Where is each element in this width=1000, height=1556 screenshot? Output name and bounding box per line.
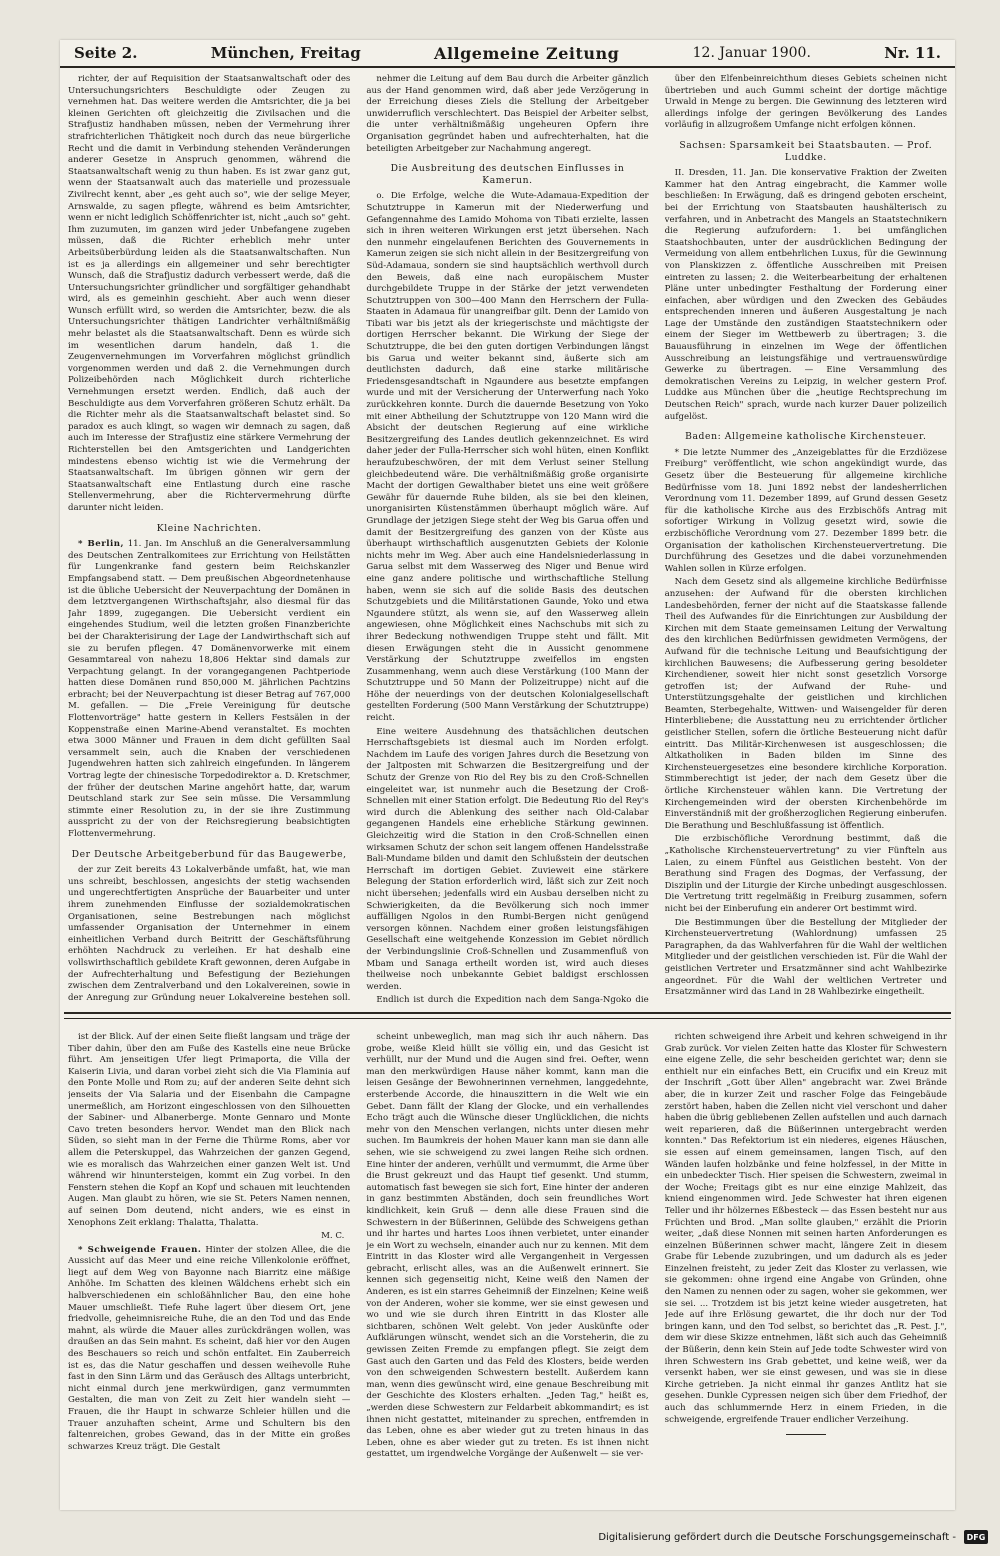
- article-body: 11. Jan. Im Anschluß an die Generalversammlung des Deutschen Zentralkomitees zur Errichtung von Heilstätten für Lungenkranke fand gestern beim Reichskanzler Empfangsabend statt. — Dem preußischen Abgeordnetenhause ist die übliche Uebersicht der Neuverpachtung der Domänen in dem letztvergangenen Wirthschaftsjahr, also diesmal für das Jahr 1899, zugegangen. Die Uebersicht verdient ein eingehendes Studium, weil die letzten großen Finanzberichte bei der Charakterisirung der Lage der Landwirthschaft sich auf sie zu berufen pflegen. 47 Domänenvorwerke mit einem Gesammtareal von nahezu 18,806 Hektar sind damals zur Verpachtung gelangt. In der vorangegangenen Pachtperiode hatten diese Domänen rund 850,000 M. jährlichen Pachtzins erbracht; bei der Neuverpachtung ist dieser Betrag auf 767,000 M. gefallen. — Die „Freie Vereinigung für deutsche Flottenvorträge" hatte gestern in Kellers Festsälen in der Koppenstraße einen Marine-Abend veranstaltet. Es mochten etwa 3000 Männer und Frauen in dem dicht gefüllten Saal versammelt sein, auch die Knaben der verschiedenen Jugendwehren hatten sich zahlreich eingefunden. In längerem Vortrag legte der chinesische Torpedodirektor a. D. Kretschmer, der früher der deutschen Marine angehört hatte, dar, warum Deutschland stark zur See sein müsse. Die Versammlung stimmte einer Resolution zu, in der sie ihre Zustimmung ausspricht zu der von der Reichsregierung beabsichtigten Flottenvermehrung.: [68, 539, 351, 839]
- article-text: scheint unbeweglich, man mag sich ihr auch nähern. Das grobe, weiße Kleid hüllt sie völlig ein, und das Gesicht ist verhüllt, nur der Mund und die Augen sind frei. Oefter, wenn man den merkwürdigen Hause näher kommt, kann man die leisen Gesänge der Bewohnerinnen vernehmen, langgedehnte, ersterbende Accorde, die hinauszittern in die Welt wie ein Gebet. Dann fällt der Klang der Glocke, und ein verhallendes Echo trägt auch die Wünsche dieser Unglücklichen, die nichts mehr von den Menschen verlangen, nichts unter diesen mehr suchen. Im Baumkreis der hohen Mauer kann man sie dann alle sehen, wie sie schweigend zu zwei langen Reihe sich ordnen. Eine hinter der anderen, verhüllt und vermummt, die Arme über die Brust gekreuzt und das Haupt tief gesenkt. Und stumm, automatisch fast bewegen sie sich fort, Eine hinter der anderen in ganz bestimmten Abständen, doch sein freundliches Wort kindlichkeit, kein Gruß — denn alle diese Frauen sind die Schwestern in der Büßerinnen, Gelübde des Schweigens gethan und ihr hartes und hartes Loos ihnen verbietet, unter einander je ein Wort zu wechseln, einander auch nur zu kennen. Mit dem Eintritt in das Kloster wird alle Vergangenheit in Vergessen gebracht, erlischt alles, was an die Außenwelt erinnert. Sie kennen sich gegenseitig nicht, Keine weiß den Namen der Anderen, es ist ein starres Geheimniß der Einzelnen; Keine weiß von der Anderen, woher sie komme, wer sie einst gewesen und wo und wie sie durch ihren Eintritt in das Kloster alle sichtbaren, schönen Welt gelebt. Von jeder Auskünfte oder Aufklärungen wünscht, wendet sich an die Vorsteherin, die zu gewissen Zeiten Fremde zu empfangen pflegt. Sie zeigt dem Gast auch den Garten und das Feld des Klosters, beide werden von den schweigenden Schwestern bestellt. Außerdem kann man, wenn dies gewünscht wird, eine genaue Beschreibung mit der Geschichte des Klosters erhalten. „Jeden Tag," heißt es, „werden diese Schwestern zur Feldarbeit abkommandirt; es ist ihnen nicht gestattet, miteinander zu sprechen, entfremden in das Leben, ohne es aber wieder gut zu treten hinaus in das Leben, ohne es aber wieder gut zu treten. Es ist ihnen nicht gestattet, um irgendwelche Vorgänge der Außenwelt — sie ver-: [366, 1032, 649, 1460]
- newspaper-title: Allgemeine Zeitung: [434, 43, 620, 63]
- column-3: [665, 74, 947, 1004]
- article-heading: Der Deutsche Arbeitgeberbund für das Baugewerbe,: [71, 848, 347, 860]
- article-heading: Sachsen: Sparsamkeit bei Staatsbauten. — Prof. Luddke.: [679, 139, 933, 163]
- feuilleton-divider: [64, 1010, 951, 1024]
- article-text: richten schweigend ihre Arbeit und kehren schweigend in ihr Grab zurück. Vor vielen Zeiten hatte das Kloster für Schwestern eine eigene Zelle, die sehr bescheiden gerichtet war; denn sie enthielt nur ein einfaches Bett, ein Crucifix und ein Kreuz mit der Inschrift „Gott über Allen" angebracht war. Zwei Brände aber, die in kurzer Zeit und rascher Folge das Feingebäude zerstört haben, haben die Zellen nicht viel verschont und daher haben die übrig gebliebenen Zellen aufstellen und auch darnach weit reparieren, daß die Büßerinnen untergebracht werden konnten." Das Refektorium ist ein niederes, eigenes Häuschen, sie essen auf einem gemeinsamen, langen Tisch, auf den Wänden laufen holzbänke und feine holzfessel, in der Mitte in ein unbedeckter Tisch. Hier speisen die Schwestern, zweimal in der Woche; Freitags gibt es nur eine einzige Mahlzeit, das kniend eingenommen wird. Jede Schwester hat ihren eigenen Teller und ihr hölzernes Eßbesteck — das Essen besteht nur aus Früchten und Brod. „Man sollte glauben," erzählt die Priorin weiter, „daß diese Nonnen mit seinen harten Anforderungen es einzelnen Büßerinnen schwer macht, längere Zeit in diesem Grabe für Lebende zuzubringen, und um dadurch als es jeder Einzelnen freisteht, zu jeder Zeit das Kloster zu verlassen, wie sie gekommen: ohne irgend eine Angabe von Gründen, ohne den Namen zu nennen oder zu sagen, woher sie gekommen, wer sie sei. ... Trotzdem ist bis jetzt keine wieder ausgetreten, hat Jede auf ihre Erlösung gewartet, die ihr doch nur der Tod bringen kann, und den Tod selbst, so berichtet das „R. Pest. J.", dem wir diese Skizze entnehmen, läßt sich auch das Geheimniß der Büßerin, denn kein Stein auf Jede todte Schwester wird von ihren Schwestern ins Grab gebettet, und keine weiß, wer da versenkt haben, wer sie einst gewesen, und was sie in diese Kirche getrieben. Ja nicht einmal ihr ganzes Antlitz hat sie gesehen. Dunkle Cypressen neigen sich über dem Friedhof, der auch das schlummernde Herz in einem Frieden, in die schweigende, ergreifende Trauer endlicher Verzeihung.: [664, 1032, 947, 1425]
- article-text: richter, der auf Requisition der Staatsanwaltschaft oder des Untersuchungsrichters Beschuldigte oder Zeugen zu vernehmen hat. Das weitere werden die Amtsrichter, die ja bei kleinen Gerichten oft gleichzeitig die Zivilsachen und die Strafjustiz handhaben müssen, neben der Vermehrung ihrer strafrichterlichen Thätigkeit noch durch das neue bürgerliche Recht und die damit in Verbindung stehenden Veränderungen anderer Gesetze in Anspruch genommen, während die Staatsanwaltschaft wenig zu thun haben. Es ist zwar ganz gut, wenn der Staatsanwalt auch das materielle und prozessuale Zivilrecht kennt, aber „es geht auch so", wie der selige Meyer, Arnswalde, zu sagen pflegte, während es beim Amtsrichter, wenn er nicht lediglich Schöffenrichter ist, nicht „auch so" geht. Ihm zuzumuten, im ganzen wird jeder Unbefangene zugeben müssen, daß die Richter erheblich mehr unter Arbeitsüberbürdung leiden als die Staatsanwaltschaften. Nun ist es ja allerdings ein allgemeiner und sehr berechtigter Wunsch, daß die Strafjustiz dadurch verbessert werde, daß die Untersuchungsrichter gründlicher und sorgfältiger gehandhabt wird, als es gemeinhin geschieht. Aber auch wenn dieser Wunsch erfüllt wird, so werden die Amtsrichter, bezw. die als Untersuchungsrichter thätigen Landrichter verhältnißmäßig mehr belastet als die Staatsanwaltschaft. Denn es würde sich im wesentlichen darum handeln, daß 1. die Zeugenvernehmungen im Vorverfahren möglichst gründlich vorgenommen werden und daß 2. die Vernehmungen durch Polizeibehörden nach Möglichkeit durch richterliche Vernehmungen ersetzt werden. Endlich, daß auch der Beschuldigte aus dem Vorverfahren größeren Schutz erhält. Da die Richter mehr als die Staatsanwaltschaft belastet sind. So paradox es auch klingt, so wagen wir demnach zu sagen, daß auch im Interesse der Strafjustiz eine stärkere Vermehrung der Richterstellen bei den Amtsgerichten und Landgerichten mindestens ebenso wichtig ist wie die Vermehrung der Staatsanwaltschaft. Im übrigen gönnen wir gern der Staatsanwaltschaft eine Entlastung durch eine rasche Stellenvermehrung, aber die Richtervermehrung dürfte darunter nicht leiden.: [68, 74, 351, 513]
- column-6: [665, 1032, 947, 1502]
- masthead: [60, 40, 955, 68]
- article-text: Endlich ist durch die Expedition nach dem Sanga-Ngoko die: [376, 995, 649, 1004]
- dfg-logo: DFG: [964, 1530, 988, 1544]
- feuilleton-section: [68, 1032, 947, 1502]
- place-day: München, Freitag: [210, 44, 361, 62]
- column-1: [68, 74, 350, 1004]
- issue-date: 12. Januar 1900.: [692, 45, 811, 61]
- funding-note: Digitalisierung gefördert durch die Deutsche Forschungsgemeinschaft -: [598, 1531, 956, 1543]
- article-heading: Baden: Allgemeine katholische Kirchensteuer.: [685, 431, 927, 443]
- author-signature: M. C.: [321, 1231, 345, 1242]
- section-heading: Kleine Nachrichten.: [156, 522, 262, 534]
- article-body: Hinter der stolzen Allee, die die Aussicht auf das Meer und eine reiche Villenkolonie eröffnet, liegt auf dem Weg von Bayonne nach Biarritz eine mäßige Anhöhe. Im Schatten des kleinen Wäldchens erhebt sich ein halbverschiedenen ein schloßähnlicher Bau, den eine hohe Mauer umschließt. Tiefe Ruhe lagert über diesem Ort, jene friedvolle, geheimnisreiche Ruhe, die an den Tod und das Ende mahnt, als würde die Mauer alles zurückdrängen wollen, was draußen an das Sein mahnt. Es scheint, daß hier vor den Augen des Beschauers so reich und schön entfaltet. Ein Zauberreich ist es, das die Natur geschaffen und dessen weihevolle Ruhe fast in den Sinn Lärm und das Geräusch des Alltags unterbricht, nicht einmal durch jene merkwürdigen, ganz vermummten Gestalten, die man von Zeit zu Zeit hier wandeln sieht — Frauen, die ihr Haupt in schwarze Schleier hüllen und die Trauer anzuhaften scheint, Arme und Schultern bis den faltenreichen, grobes Gewand, das in der Mitte ein großes schwarzes Kreuz trägt. Die Gestalt: [68, 1244, 351, 1452]
- digitization-footer: [0, 1526, 1000, 1548]
- article-text: nehmer die Leitung auf dem Bau durch die Arbeiter gänzlich aus der Hand genommen wird, daß aber jede Verzögerung in der Erreichung dieses Ziels die Stellung der Arbeitgeber unwiderruflich verschlechtert. Das Beispiel der Arbeiter selbst, die unter verhältnißmäßig ungeheuren Opfern ihre Organisation gegründet haben und aufrechterhalten, hat die beteiligten Arbeitgeber zur Nachahmung angeregt.: [366, 74, 649, 154]
- issue-number: Nr. 11.: [884, 44, 941, 62]
- dateline: * Berlin,: [78, 539, 124, 550]
- upper-section: [68, 74, 947, 1004]
- article-text: [68, 1245, 350, 1454]
- article-title: * Schweigende Frauen.: [78, 1244, 202, 1255]
- newspaper-page: [60, 40, 955, 1510]
- article-text: Die Bestimmungen über die Bestellung der Mitglieder der Kirchensteuervertretung (Wahlordnung) umfassen 25 Paragraphen, da das Wahlverfahren für die Wahl der weltlichen Mitglieder und der geistlichen verschieden ist. Für die Wahl der geistlichen Vertreter und Ersatzmänner sind acht Wahlbezirke angeordnet. Für die Wahl der weltlichen Vertreter und Ersatzmänner wird das Land in 28 Wahlbezirke eingetheilt.: [664, 917, 947, 998]
- end-rule: [786, 1434, 826, 1435]
- article-text: Nach dem Gesetz sind als allgemeine kirchliche Bedürfnisse anzusehen: der Aufwand für die obersten kirchlichen Landesbehörden, ferner der nicht auf die Staatskasse fallende Theil des Aufwandes für die Einrichtungen zur Ausbildung der Kirchen mit dem Staate gemeinsamen Leitung der Verwaltung des den kirchlichen Bedürfnissen gewidmeten Vermögens, der Aufwand für die technische Leitung und Beaufsichtigung der kirchlichen Bauwesens; die Aufbesserung gering besoldeter Kirchendiener, soweit hier nicht sonst gesetzlich Vorsorge getroffen ist; der Aufwand der Ruhe- und Unterstützungsgehalte der geistlichen und kirchlichen Beamten, Sterbegehalte, Wittwen- und Waisengelder für deren Hinterbliebene; die Ausstattung neu zu errichtender örtlicher geistlicher Stellen, sofern die örtliche Besteuerung nicht dafür eintritt. Das Militär-Kirchenwesen ist ausgeschlossen; die Altkatholiken in Baden bilden im Sinne des Kirchensteuergesetzes eine besondere kirchliche Korporation. Stimmberechtigt ist jeder, der nach dem Gesetz über die örtliche Kirchensteuer wählen kann. Die Vertretung der Kirchengemeinden wird der obersten Kirchenbehörde im Einverständniß mit der großherzoglichen Regierung einberufen. Die Berathung und Beschlußfassung ist öffentlich.: [664, 577, 947, 831]
- article-text: o. Die Erfolge, welche die Wute-Adamaua-Expedition der Schutztruppe in Kamerun mit der Niederwerfung und Gefangennahme des Lamido Mohoma von Tibati erzielte, lassen sich in ihren weiteren Wirkungen erst jetzt übersehen. Nach den nunmehr eingelaufenen Berichten des Gouvernements in Kamerun zeigen sie sich nicht allein in der Besitzergreifung von Süd-Adamaua, sondern sie sind hauptsächlich werthvoll durch den Beweis, daß eine nach europäischem Muster durchgebildete Truppe in der Stärke der jetzt verwendeten Schutztruppen von 300—400 Mann den Herrschern der Fulla-Staaten in Adamaua für unangreifbar gilt. Denn der Lamido von Tibati war bis jetzt als der kriegerischste und mächtigste der dortigen Herrscher bekannt. Die Wirkung der Siege der Schutztruppe, die bei den guten dortigen Verbindungen längst bis Garua und weiter bekannt sind, äußerte sich am deutlichsten dadurch, daß eine starke militärische Friedensgesandtschaft in Ngaundere aus besetzte empfangen wurde und mit der Versicherung der Unterwerfung nach Yoko zurückkehren konnte. Durch die dauernde Besetzung von Yoko mit einer Abtheilung der Schutztruppe von 120 Mann wird die Absicht der deutschen Regierung auf eine wirkliche Besitzergreifung des Landes deutlich gekennzeichnet. Es wird daher jeder der Fulla-Herrscher sich wohl hüten, einen Konflikt heraufzubeschwören, der mit dem Verlust seiner Stellung gleichbedeutend wäre. Die verhältnißmäßig große organisirte Macht der dortigen Gewalthaber bietet uns eine weit größere Gewähr für dauernde Ruhe bilden, als sie bei den kleinen, unorganisirten Küstenstämmen überhaupt möglich wäre. Auf Grundlage der jetzigen Siege steht der Weg bis Garua offen und damit der Besitzergreifung des ganzen von der Küste aus überhaupt wirthschaftlich ausgenutzten Gebiets der Kolonie nichts mehr im Weg. Aber auch eine Handelsniederlassung in Garua selbst mit dem Wasserweg des Niger und Benue wird eine ganz andere politische und wirthschaftliche Stellung haben, wenn sie sich auf die solide Basis des deutschen Schutzgebiets und die Militärstationen Gaunde, Yoko und etwa Ngaundere stützt, als wenn sie, auf den Wasserweg allein angewiesen, ohne Möglichkeit eines Nachschubs mit sich zu ihrer Bedeckung nothwendigen Truppe steht und fällt. Mit diesen Erwägungen steht die in Aussicht genommene Verstärkung der Schutztruppe zweifellos im engsten Zusammenhang, wenn auch diese Verstärkung (100 Mann der Schutztruppe und 50 Mann der Polizeitruppe) nicht auf die Höhe der neuerdings von der deutschen Kolonialgesellschaft gestellten Forderung (500 Mann Verstärkung der Schutztruppe) reicht.: [366, 191, 649, 724]
- article-text: der zur Zeit bereits 43 Lokalverbände umfaßt, hat, wie man uns schreibt, beschlossen, angesichts der stetig wachsenden und ungerechtfertigten Ansprüche der Bauarbeiter und unter ihrem zunehmenden Einflusse der sozialdemokratischen Organisationen, seine Bestrebungen nach möglichst umfassender Organisation der Unternehmer in einem einheitlichen Verband durch Beitritt der Geschäftsführung erhöhten Nachdruck zu verleihen. Er hat deshalb eine vollswirthschaftlich gebildete Kraft gewonnen, deren Aufgabe in der Aufrechterhaltung und Befestigung der Beziehungen zwischen dem Zentralverband und den Lokalvereinen, sowie in der Anregung zur Gründung neuer Lokalvereine bestehen soll.: [68, 865, 351, 1003]
- divider-rule: [64, 1018, 951, 1019]
- article-text: [68, 539, 350, 840]
- column-5: [366, 1032, 648, 1502]
- article-text: über den Elfenbeinreichthum dieses Gebiets scheinen nicht übertrieben und auch Gummi scheint der dortige mächtige Urwald in Menge zu bergen. Die Gewinnung des letzteren wird allerdings infolge der geringen Bevölkerung des Landes vorläufig in allzugroßem Umfange nicht erfolgen können.: [664, 74, 947, 131]
- divider-rule: [64, 1012, 951, 1014]
- article-text: Die erzbischöfliche Verordnung bestimmt, daß die „Katholische Kirchensteuervertretung" zu vier Fünfteln aus Laien, zu einem Fünftel aus Geistlichen besteht. Von der Berathung sind Fragen des Dogmas, der Verfassung, der Disziplin und der Liturgie der Kirche unbedingt ausgeschlossen. Die Vertretung tritt regelmäßig in Freiburg zusammen, sofern nicht bei der Einberufung ein anderer Ort bestimmt wird.: [664, 834, 947, 914]
- article-text: Eine weitere Ausdehnung des thatsächlichen deutschen Herrschaftsgebiets ist diesmal auch im Norden erfolgt. Nachdem im Laufe des vorigen Jahres durch die Besetzung von der Jaltposten mit Schwarzen die Besitzergreifung und der Schutz der Grenze von Rio del Rey bis zu den Croß-Schnellen eingeleitet war, ist nunmehr auch die Besetzung der Croß-Schnellen mit einer Station erfolgt. Die Bedeutung Rio del Rey's wird durch die Ablenkung des seither nach Old-Calabar gegangenen Handels eine erhebliche Stärkung gewinnen. Gleichzeitig wird die Station in den Croß-Schnellen einen wirksamen Schutz der schon seit langem offenen Handelsstraße Bali-Mundame bilden und damit den Schlußstein der deutschen Herrschaft im dortigen Gebiet. Zuvieweit eine stärkere Belegung der Station erforderlich wird, läßt sich zur Zeit noch nicht übersehen; jedenfalls wird ein Ausbau derselben nicht zu Schwierigkeiten, da die Bevölkerung sich noch immer auffälligen Ngolos in den Rumbi-Bergen nicht genügend versorgen können. Nachdem einer großen leistungsfähigen Gesellschaft eine weitgehende Konzession im Gebiet nördlich der Verbindungslinie Croß-Schnellen und Zusammenfluß von Mbam und Sanaga ertheilt worden ist, wird auch dieses theilweise noch unbekannte Gebiet baldigst erschlossen werden.: [366, 726, 649, 992]
- column-2: [366, 74, 648, 1004]
- page-label: Seite 2.: [74, 44, 138, 62]
- article-text: * Die letzte Nummer des „Anzeigeblattes für die Erzdiözese Freiburg" veröffentlicht, wie schon angekündigt wurde, das Gesetz über die Besteuerung für allgemeine kirchliche Bedürfnisse vom 18. Juni 1892 nebst der landesherrlichen Verordnung vom 11. Dezember 1899, auf Grund dessen Gesetz für die katholische Kirche aus des Erzbischöfs Antrag mit sofortiger Wirkung in Vollzug gesetzt wird, sowie die erzbischöfliche Verordnung vom 27. Dezember 1899 betr. die Organisation der katholischen Kirchensteuervertretung. Die Durchführung des Gesetzes und die dabei vorzunehmenden Wahlen sollen in Kürze erfolgen.: [664, 447, 947, 574]
- article-heading: Die Ausbreitung des deutschen Einflusses in Kamerun.: [390, 163, 625, 186]
- article-text: II. Dresden, 11. Jan. Die konservative Fraktion der Zweiten Kammer hat den Antrag eingebracht, die Kammer wolle beschließen: In Erwägung, daß es dringend geboten erscheint, bei der Errichtung von Staatsbauten haushälterisch zu verfahren, und in Anbetracht des Mangels an Staatstechnikern die Regierung aufzufordern: 1. bei umfänglichen Staatshochbauten, unter der ausdrücklichen Bedingung der Vermeidung von allem entbehrlichen Luxus, für die Gewinnung von Planskizzen z. öffentliche Ausschreiben mit Preisen eintreten zu lassen; 2. die Weiterbearbeitung der erhaltenen Pläne unter unbedingter Festhaltung der Forderung einer einfachen, aber würdigen und den Zwecken des Gebäudes entsprechenden inneren und äußeren Ausgestaltung je nach Lage der Umstände den zuständigen Staatstechnikern oder einem der Sieger im Wettbewerb zu übertragen; 3. die Bauausführung in einzelnen im Wege der öffentlichen Ausschreibung an leistungsfähige und vertrauenswürdige Gewerke zu übertragen. — Eine Versammlung des demokratischen Vereins zu Leipzig, in welcher gestern Prof. Luddke aus München über die „heutige Rechtsprechung im Deutschen Reich" sprach, wurde nach kurzer Dauer polizeilich aufgelöst.: [664, 168, 947, 422]
- article-text: ist der Blick. Auf der einen Seite fließt langsam und träge der Tiber dahin, über den am Fuße des Kastells eine neue Brücke führt. Am jenseitigen Ufer liegt Primaporta, die Villa der Kaiserin Livia, und daran vorbei zieht sich die Via Flaminia auf den Ponte Molle und Rom zu; auf der anderen Seite dehnt sich jenseits der Via Salaria und der Eisenbahn die Campagne unermeßlich, am Horizont eingeschlossen von den Silhouetten der Sabiner- und Albanerberge. Monte Gennaro und Monte Cavo treten besonders hervor. Wendet man den Blick nach Süden, so sieht man in der Ferne die Thürme Roms, aber vor allem die Peterskuppel, das Wahrzeichen der ganzen Gegend, wie es moralisch das Wahrzeichen einer ganzen Welt ist. Und während wir hinuntersteigen, kommt ein Zug vorbei. In den Fenstern stehen die Kopf an Kopf und schauen mit leuchtenden Augen. Man glaubt zu hören, wie sie St. Peters Namen nennen, auf seinen Dom deutend, nicht anders, wie es einst in Xenophons Zeit erklang: Thalatta, Thalatta.: [68, 1032, 351, 1228]
- column-4: [68, 1032, 350, 1502]
